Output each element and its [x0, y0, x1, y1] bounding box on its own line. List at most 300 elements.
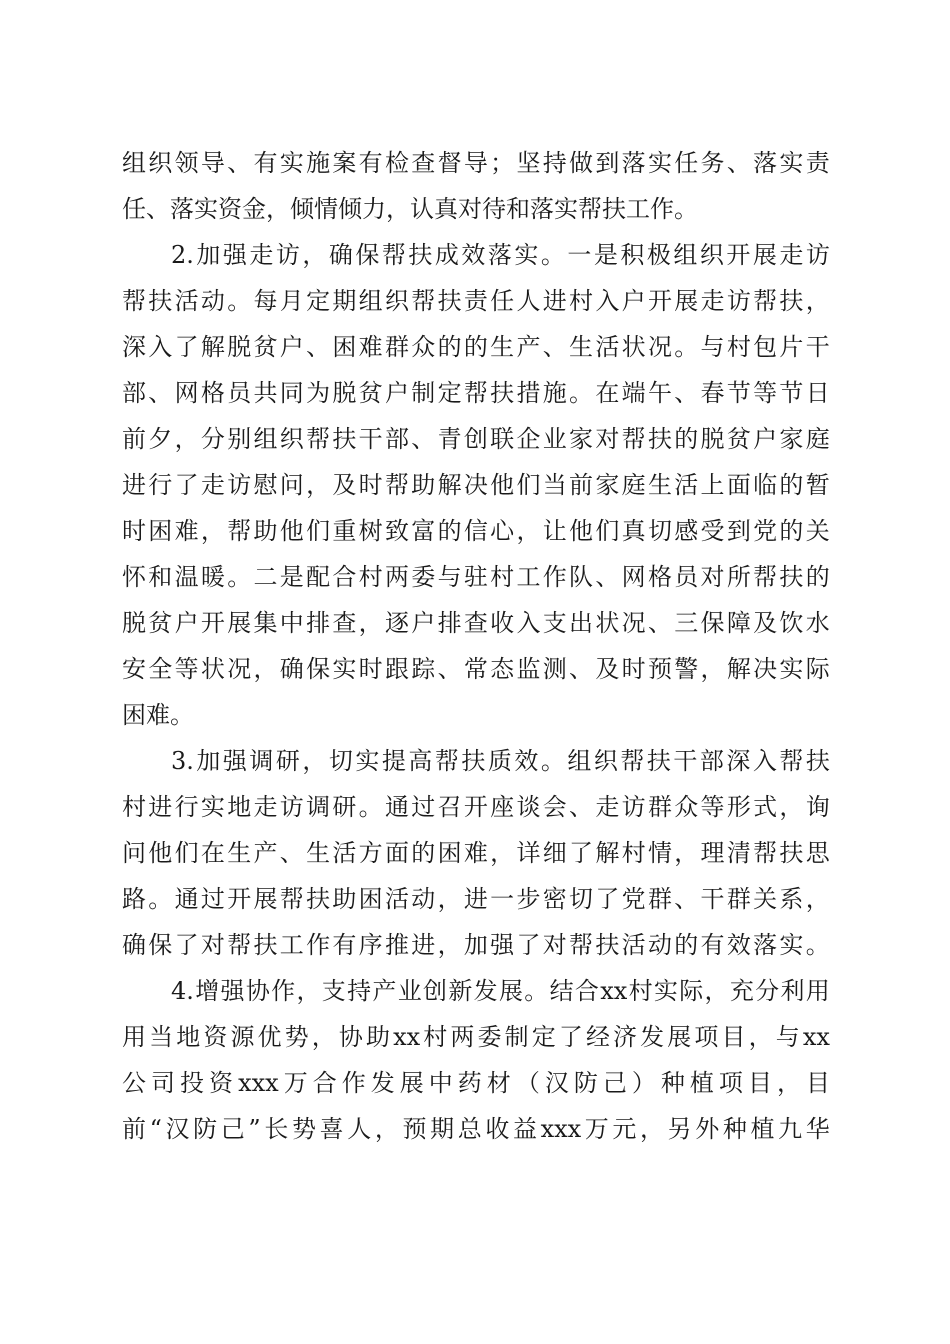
paragraph-line	[171, 237, 830, 273]
paragraph-line	[122, 789, 830, 825]
line-glyph: 实	[514, 241, 539, 269]
paragraph-line	[122, 1065, 830, 1101]
line-glyph: 进	[542, 287, 567, 315]
line-glyph: 、	[437, 655, 462, 683]
line-glyph: 发	[473, 977, 498, 1005]
line-glyph: 贫	[148, 609, 173, 637]
line-glyph: 势	[291, 1115, 316, 1143]
line-glyph: 案	[332, 149, 357, 177]
line-glyph: 扶	[148, 287, 173, 315]
line-glyph: 结	[549, 977, 574, 1005]
line-glyph: 监	[516, 655, 541, 683]
line-glyph: ，	[200, 517, 225, 545]
line-glyph: 业	[542, 425, 567, 453]
line-glyph: 一	[490, 885, 515, 913]
line-glyph: 项	[718, 1069, 743, 1097]
line-glyph: 解	[437, 471, 462, 499]
line-glyph: 合	[312, 1069, 337, 1097]
line-glyph: 、	[595, 563, 620, 591]
line-glyph: 工	[516, 563, 541, 591]
line-glyph: 饮	[779, 609, 804, 637]
line-glyph: 解	[595, 839, 620, 867]
line-glyph: 及	[595, 655, 620, 683]
line-glyph: 序	[358, 931, 383, 959]
line-glyph: 了	[516, 931, 541, 959]
line-glyph: ，	[704, 977, 729, 1005]
line-glyph: 资	[203, 1023, 228, 1051]
line-glyph: 让	[542, 517, 567, 545]
line-glyph: 们	[516, 471, 541, 499]
line-glyph: 户	[279, 333, 304, 361]
line-glyph: 部	[699, 747, 724, 775]
line-glyph: 种	[660, 1069, 685, 1097]
line-glyph: 暂	[805, 471, 830, 499]
line-glyph: ，	[674, 839, 699, 867]
line-glyph: 逐	[384, 609, 409, 637]
line-glyph: 走	[200, 471, 225, 499]
line-glyph: 提	[381, 747, 406, 775]
line-glyph: 对	[595, 425, 620, 453]
line-glyph: 解	[200, 333, 225, 361]
line-glyph: 药	[457, 1069, 482, 1097]
line-glyph: 有	[253, 149, 278, 177]
line-glyph: 入	[595, 287, 620, 315]
line-glyph: 扶	[595, 931, 620, 959]
line-glyph: 。	[540, 747, 565, 775]
line-glyph: 全	[148, 655, 173, 683]
line-glyph: 受	[700, 517, 725, 545]
line-glyph: 过	[200, 885, 225, 913]
line-glyph: 己	[220, 1115, 245, 1143]
line-glyph: 益	[512, 1115, 537, 1143]
line-glyph: 的	[674, 931, 699, 959]
line-glyph: 时	[621, 655, 646, 683]
line-glyph: 开	[647, 287, 672, 315]
line-glyph: 万	[283, 1069, 308, 1097]
line-glyph: 、	[569, 793, 594, 821]
line-glyph: 动	[200, 287, 225, 315]
line-glyph: 实	[332, 655, 357, 683]
line-glyph: 村	[358, 563, 383, 591]
line-glyph: 帮	[411, 287, 436, 315]
line-glyph: 织	[699, 241, 724, 269]
paragraph-line	[171, 743, 830, 779]
line-glyph: 元	[612, 1115, 637, 1143]
line-glyph: 群	[647, 885, 672, 913]
line-glyph: 网	[621, 563, 646, 591]
line-glyph: 导	[463, 149, 488, 177]
line-glyph: 状	[621, 333, 646, 361]
line-glyph: xxx	[238, 1069, 279, 1097]
line-glyph: 效	[461, 241, 486, 269]
line-glyph: 切	[647, 517, 672, 545]
line-glyph: 组	[673, 241, 698, 269]
line-glyph: 步	[516, 885, 541, 913]
line-glyph: 访	[726, 287, 751, 315]
line-glyph: 决	[753, 655, 778, 683]
line-glyph: 解	[726, 655, 751, 683]
line-glyph: 帮	[384, 471, 409, 499]
line-glyph: 助	[253, 517, 278, 545]
line-glyph: 两	[450, 1023, 475, 1051]
line-glyph: 了	[174, 931, 199, 959]
line-glyph: 众	[674, 793, 699, 821]
line-glyph: 的	[779, 517, 804, 545]
line-glyph: 感	[674, 517, 699, 545]
line-glyph: 落	[487, 241, 512, 269]
line-glyph: 村	[423, 1023, 448, 1051]
line-glyph: ，	[776, 1069, 801, 1097]
line-glyph: 预	[402, 1115, 427, 1143]
line-glyph: 的	[437, 333, 462, 361]
line-glyph: ，	[490, 839, 515, 867]
line-glyph: 村	[621, 839, 646, 867]
line-glyph: 对	[542, 931, 567, 959]
line-glyph: 帮	[381, 241, 406, 269]
line-glyph: 状	[200, 655, 225, 683]
line-glyph: 部	[122, 379, 146, 407]
line-glyph: 干	[673, 747, 698, 775]
line-glyph: 了	[569, 839, 594, 867]
line-glyph: 开	[726, 241, 751, 269]
line-glyph: 人	[516, 287, 541, 315]
line-glyph: 材	[486, 1069, 511, 1097]
line-glyph: 走	[700, 287, 725, 315]
line-glyph: 难	[358, 333, 383, 361]
line-glyph: 扶	[437, 287, 462, 315]
line-glyph: 作	[271, 977, 296, 1005]
line-glyph: 业	[397, 977, 422, 1005]
line-glyph: 产	[516, 333, 541, 361]
line-glyph: 、	[411, 425, 436, 453]
line-glyph: 保	[700, 609, 725, 637]
line-glyph: 。	[540, 241, 565, 269]
line-glyph: 片	[779, 333, 804, 361]
paragraph-line	[122, 329, 830, 365]
line-glyph: 、	[306, 333, 331, 361]
line-glyph: 他	[569, 517, 594, 545]
paragraph-line	[122, 881, 830, 917]
line-glyph: 开	[463, 793, 488, 821]
line-glyph: 织	[279, 425, 304, 453]
line-glyph: 两	[384, 563, 409, 591]
line-glyph: 任	[490, 287, 515, 315]
line-glyph: 水	[805, 609, 830, 637]
line-glyph: 作	[341, 1069, 366, 1097]
line-glyph: 用	[122, 1023, 146, 1051]
line-glyph: 干	[805, 333, 830, 361]
line-glyph: 工	[279, 931, 304, 959]
line-glyph: 制	[411, 379, 436, 407]
line-glyph: 形	[726, 793, 751, 821]
line-glyph: 实	[647, 149, 672, 177]
line-glyph: 司	[151, 1069, 176, 1097]
line-glyph: 跟	[384, 655, 409, 683]
line-glyph: 助	[332, 885, 357, 913]
line-glyph: 项	[694, 1023, 719, 1051]
line-glyph: 走	[253, 793, 278, 821]
line-glyph: 开	[227, 885, 252, 913]
line-glyph: 与	[437, 563, 462, 591]
paragraph-line	[122, 559, 830, 595]
line-glyph: 扶	[253, 931, 278, 959]
line-glyph: 在	[200, 839, 225, 867]
line-glyph: 困	[332, 333, 357, 361]
line-glyph: 访	[279, 793, 304, 821]
line-glyph: 。	[569, 379, 594, 407]
line-glyph: 贫	[253, 333, 278, 361]
line-glyph: 切	[328, 747, 353, 775]
line-glyph: 障	[726, 609, 751, 637]
line-glyph: 们	[595, 517, 620, 545]
line-glyph: 干	[700, 885, 725, 913]
line-glyph: 创	[423, 977, 448, 1005]
line-glyph: 月	[279, 287, 304, 315]
line-glyph: 队	[569, 563, 594, 591]
line-glyph: 座	[490, 793, 515, 821]
line-glyph: 配	[306, 563, 331, 591]
line-glyph: 的	[411, 839, 436, 867]
line-glyph: 信	[463, 517, 488, 545]
line-glyph: 行	[174, 793, 199, 821]
line-glyph: 责	[805, 149, 830, 177]
line-glyph: 实	[779, 931, 804, 959]
line-glyph: ，	[700, 655, 725, 683]
line-glyph: 对	[700, 563, 725, 591]
line-glyph: ，	[296, 977, 321, 1005]
line-glyph: 警	[674, 655, 699, 683]
line-glyph: 思	[805, 839, 830, 867]
line-glyph: ，	[374, 1115, 399, 1143]
line-glyph: 进	[411, 931, 436, 959]
line-glyph: 总	[457, 1115, 482, 1143]
line-glyph: 到	[595, 149, 620, 177]
line-glyph: 户	[174, 609, 199, 637]
line-glyph: 态	[490, 655, 515, 683]
line-glyph: 加	[196, 747, 221, 775]
line-glyph: 的	[437, 517, 462, 545]
line-glyph: 等	[174, 655, 199, 683]
paragraph-line	[122, 513, 830, 549]
line-glyph: 公	[122, 1069, 146, 1097]
line-glyph: ，	[516, 517, 541, 545]
line-glyph: ，	[640, 1115, 665, 1143]
line-glyph: 家	[779, 425, 804, 453]
line-glyph: 帮	[122, 287, 146, 315]
line-glyph: 党	[753, 517, 778, 545]
line-glyph: 高	[408, 747, 433, 775]
line-glyph: 的	[463, 333, 488, 361]
line-glyph: 源	[230, 1023, 255, 1051]
line-glyph: 树	[358, 517, 383, 545]
line-glyph: 难	[463, 839, 488, 867]
line-glyph: 联	[490, 425, 515, 453]
line-glyph: 暖	[200, 563, 225, 591]
line-glyph: 发	[640, 1023, 665, 1051]
line-glyph: 展	[399, 1069, 424, 1097]
line-glyph: 际	[679, 977, 704, 1005]
line-glyph: 、	[279, 839, 304, 867]
line-glyph: ，	[805, 287, 830, 315]
line-glyph: xx	[600, 977, 628, 1005]
line-glyph: 群	[726, 885, 751, 913]
line-glyph: 生	[227, 839, 252, 867]
line-glyph: 、	[647, 609, 672, 637]
line-glyph: 通	[174, 885, 199, 913]
line-glyph: 活	[174, 287, 199, 315]
line-glyph: 。	[674, 333, 699, 361]
line-glyph: 效	[514, 747, 539, 775]
line-glyph: 帮	[569, 931, 594, 959]
line-glyph: 入	[148, 333, 173, 361]
line-glyph: 中	[428, 1069, 453, 1097]
line-glyph: 收	[490, 609, 515, 637]
line-glyph: ，	[805, 885, 830, 913]
line-glyph: 致	[384, 517, 409, 545]
line-glyph: 到	[726, 517, 751, 545]
line-glyph: 活	[674, 471, 699, 499]
line-glyph: 防	[193, 1115, 218, 1143]
line-glyph: 委	[477, 1023, 502, 1051]
line-glyph: 协	[338, 1023, 363, 1051]
line-glyph: 生	[306, 839, 331, 867]
line-glyph: 面	[726, 471, 751, 499]
line-glyph: 实	[279, 149, 304, 177]
paragraph-line	[122, 651, 830, 687]
line-glyph: 有	[700, 931, 725, 959]
line-glyph: 难	[174, 517, 199, 545]
line-glyph: 是	[279, 563, 304, 591]
line-glyph: 充	[729, 977, 754, 1005]
line-glyph: 行	[148, 471, 173, 499]
line-glyph: 二	[253, 563, 278, 591]
line-glyph: 群	[647, 793, 672, 821]
paragraph-line	[122, 605, 830, 641]
line-glyph: 困	[148, 517, 173, 545]
line-glyph: 用	[805, 977, 830, 1005]
line-glyph: 进	[122, 471, 146, 499]
line-glyph: 时	[358, 655, 383, 683]
line-glyph: 困	[437, 839, 462, 867]
line-glyph: 组	[122, 149, 146, 177]
line-glyph: 织	[148, 149, 173, 177]
line-glyph: 落	[621, 149, 646, 177]
line-glyph: 帮	[227, 517, 252, 545]
line-glyph: 当	[542, 471, 567, 499]
line-glyph: 户	[411, 609, 436, 637]
line-glyph: 定	[306, 287, 331, 315]
line-glyph: ，	[302, 747, 327, 775]
line-glyph: 济	[613, 1023, 638, 1051]
line-glyph: 他	[490, 471, 515, 499]
line-glyph: 通	[384, 793, 409, 821]
paragraph-line: 困难。	[122, 701, 194, 729]
line-glyph: 督	[437, 149, 462, 177]
line-glyph: 资	[209, 1069, 234, 1097]
paragraph-line	[171, 973, 830, 1009]
line-glyph: ）	[631, 1069, 656, 1097]
line-glyph: 们	[174, 839, 199, 867]
line-glyph: 脱	[700, 425, 725, 453]
line-glyph: 与	[700, 333, 725, 361]
line-glyph: 切	[569, 885, 594, 913]
line-glyph: 、	[726, 149, 751, 177]
line-glyph: 喜	[319, 1115, 344, 1143]
line-glyph: 实	[200, 793, 225, 821]
line-glyph: 动	[647, 931, 672, 959]
line-glyph: 期	[430, 1115, 455, 1143]
line-glyph: 家	[569, 425, 594, 453]
line-glyph: 确	[122, 931, 146, 959]
line-glyph: 目	[805, 1069, 830, 1097]
line-glyph: 在	[595, 379, 620, 407]
line-glyph: 收	[485, 1115, 510, 1143]
line-glyph: 问	[122, 839, 146, 867]
line-glyph: 前	[569, 471, 594, 499]
line-glyph: 研	[332, 793, 357, 821]
line-glyph: 当	[149, 1023, 174, 1051]
line-glyph: 查	[332, 609, 357, 637]
line-glyph: 极	[646, 241, 671, 269]
line-glyph: xx	[802, 1023, 830, 1051]
line-glyph: 干	[358, 425, 383, 453]
line-glyph: 及	[753, 609, 778, 637]
line-glyph: 节	[726, 379, 751, 407]
line-glyph: 了	[595, 885, 620, 913]
line-glyph: 路	[122, 885, 146, 913]
line-glyph: 种	[722, 1115, 747, 1143]
line-glyph: 帮	[753, 563, 778, 591]
line-glyph: 帮	[463, 379, 488, 407]
line-glyph: 帮	[753, 287, 778, 315]
line-glyph: 2.	[171, 241, 194, 269]
line-glyph: 持	[542, 149, 567, 177]
line-glyph: 了	[174, 333, 199, 361]
line-glyph: 况	[227, 655, 252, 683]
line-glyph: 帮	[620, 747, 645, 775]
line-glyph: 帮	[621, 425, 646, 453]
line-glyph: 密	[542, 885, 567, 913]
line-glyph: 扶	[779, 563, 804, 591]
line-glyph: 等	[700, 793, 725, 821]
line-glyph: 支	[321, 977, 346, 1005]
line-glyph: 脱	[227, 333, 252, 361]
line-glyph: 上	[700, 471, 725, 499]
line-glyph: 做	[569, 149, 594, 177]
line-glyph: 富	[411, 517, 436, 545]
line-glyph: 况	[621, 609, 646, 637]
line-glyph: 了	[558, 1023, 583, 1051]
line-glyph: 、	[227, 149, 252, 177]
line-glyph: 的	[805, 563, 830, 591]
line-glyph: 时	[122, 517, 146, 545]
line-glyph: 村	[490, 563, 515, 591]
line-glyph: 确	[279, 655, 304, 683]
line-glyph: 另	[667, 1115, 692, 1143]
line-glyph: xxx	[540, 1115, 582, 1143]
line-glyph: 九	[778, 1115, 803, 1143]
line-glyph: 户	[753, 425, 778, 453]
line-glyph: 汉	[165, 1115, 190, 1143]
line-glyph: 。	[227, 563, 252, 591]
line-glyph: 部	[384, 425, 409, 453]
line-glyph: 慰	[253, 471, 278, 499]
line-glyph: 走	[595, 793, 620, 821]
line-glyph: 前	[122, 1115, 146, 1143]
line-glyph: 问	[279, 471, 304, 499]
line-glyph: 外	[695, 1115, 720, 1143]
line-glyph: 调	[249, 747, 274, 775]
